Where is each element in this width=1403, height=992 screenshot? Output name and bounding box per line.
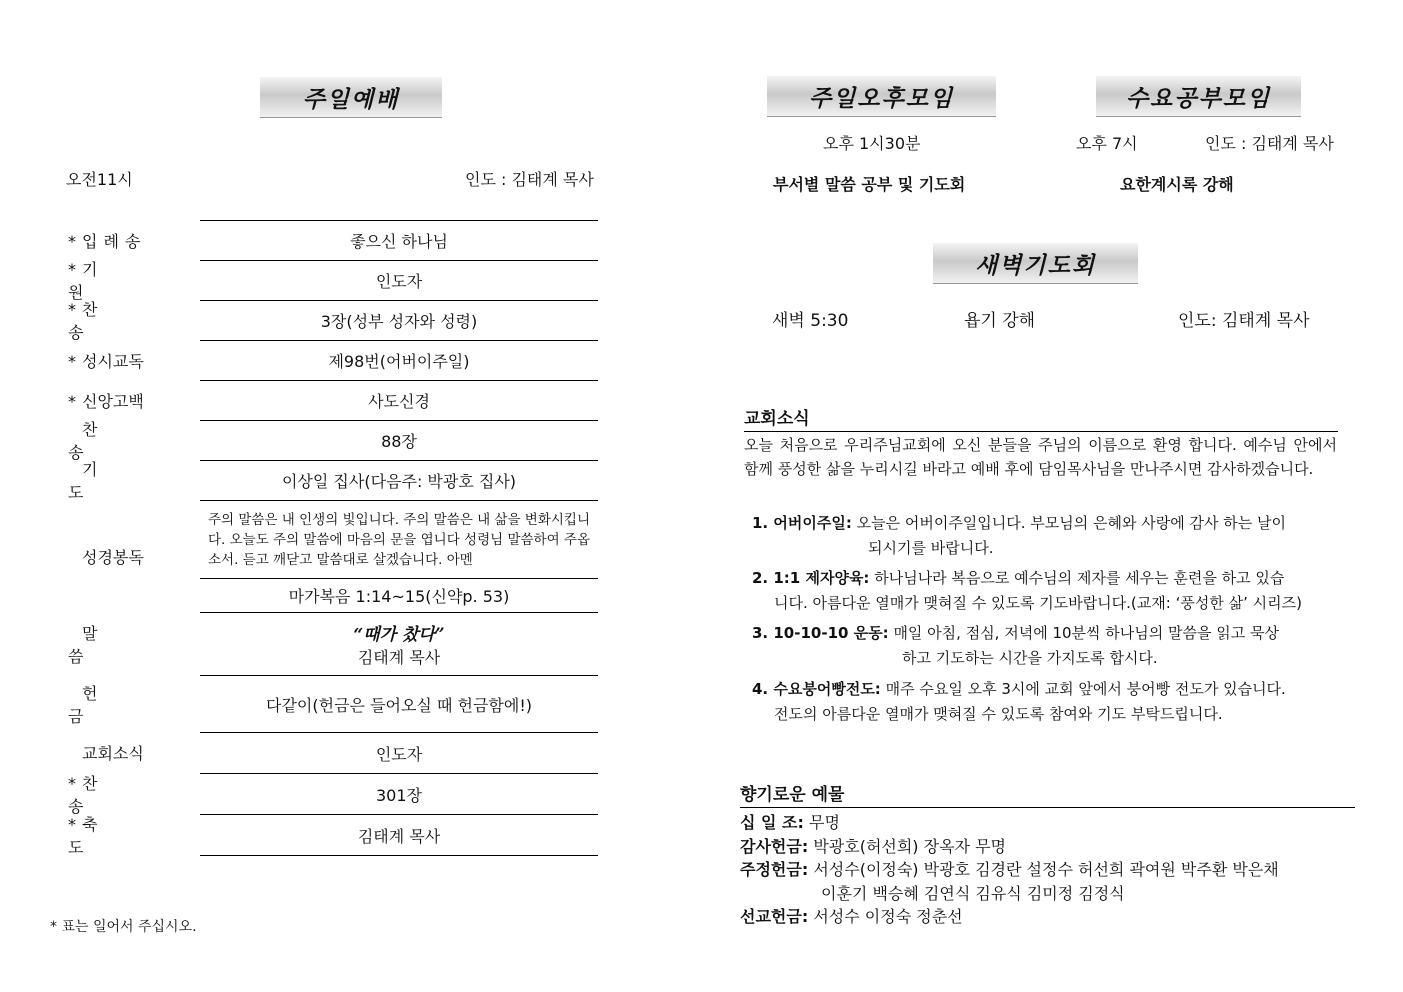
- service-label: 성시교독: [82, 351, 144, 371]
- service-value: 인도자: [200, 260, 598, 300]
- banner-wednesday-study: 수요공부모임: [1096, 76, 1301, 117]
- news-item: 2. 1:1 제자양육: 하나님나라 복음으로 예수님의 제자를 세우는 훈련을 하고 있습 니다. 아름다운 열매가 맺혀질 수 있도록 기도바랍니다.(교재: ‘풍성한 삶’ 시리즈): [752, 569, 1302, 612]
- dawn-desc: 욥기 강해: [964, 311, 1036, 331]
- service-label: 교회소식: [82, 744, 144, 763]
- service-label: 기 원: [68, 260, 126, 302]
- wednesday-time: 오후 7시: [1076, 134, 1138, 153]
- stand-marker: *: [68, 351, 76, 371]
- news-item: 1. 어버이주일: 오늘은 어버이주일입니다. 부모님의 은혜와 사랑에 감사 하는 날이 되시기를 바랍니다.: [752, 514, 1286, 557]
- service-row: [60, 814, 600, 856]
- order-of-service: [60, 220, 600, 856]
- stand-marker: *: [68, 300, 76, 319]
- service-label: 말 씀: [68, 623, 126, 666]
- offering-list: [740, 811, 1279, 929]
- footnote: * 표는 일어서 주십시오.: [50, 919, 197, 935]
- service-row: [60, 380, 600, 420]
- service-label: 입례송: [82, 231, 147, 251]
- banner-dawn-prayer: 새벽기도회: [933, 243, 1138, 284]
- news-item-title: 3. 10-10-10 운동:: [752, 624, 889, 642]
- sermon-title: “때가 찼다”: [353, 625, 445, 645]
- stand-marker: *: [68, 391, 76, 411]
- news-item-title: 1. 어버이주일:: [752, 514, 852, 532]
- worship-leader: 인도 : 김태계 목사: [465, 170, 594, 189]
- service-value: 다같이(헌금은 들어오실 때 헌금함에!): [200, 675, 598, 732]
- wednesday-leader: 인도 : 김태계 목사: [1205, 134, 1334, 153]
- service-value: 88장: [200, 420, 598, 460]
- offering-row: 선교헌금: 서성수 이정숙 정춘선: [740, 907, 963, 926]
- service-label: 찬 송: [68, 773, 126, 816]
- service-value: 제98번(어버이주일): [200, 340, 598, 380]
- service-value: 좋으신 하나님: [200, 220, 598, 260]
- service-row: [60, 300, 600, 340]
- service-label: 찬 송: [68, 300, 126, 342]
- service-label: 찬 송: [68, 420, 126, 462]
- stand-marker: *: [68, 815, 76, 834]
- service-label: 축 도: [68, 815, 126, 857]
- news-item-title: 4. 수요붕어빵전도:: [752, 680, 881, 698]
- stand-marker: *: [68, 773, 76, 793]
- news-item: 4. 수요붕어빵전도: 매주 수요일 오후 3시에 교회 앞에서 붕어빵 전도가 있습니다. 전도의 아름다운 열매가 맺혀질 수 있도록 참여와 기도 부탁드립니다.: [752, 680, 1286, 723]
- sermon-preacher: 김태계 목사: [357, 648, 441, 667]
- service-row: [60, 220, 600, 260]
- banner-sunday-afternoon: 주일오후모임: [767, 76, 996, 117]
- banner-sunday-worship: 주일예배: [260, 77, 442, 118]
- bible-passage: 마가복음 1:14~15(신약p. 53): [200, 578, 598, 612]
- news-item-title: 2. 1:1 제자양육:: [752, 569, 870, 587]
- service-row: [60, 260, 600, 300]
- service-value: 인도자: [200, 732, 598, 773]
- service-value: 김태계 목사: [200, 814, 598, 856]
- service-label: 신앙고백: [82, 391, 144, 411]
- dawn-time: 새벽 5:30: [772, 311, 849, 331]
- offering-row: 주정헌금: 서성수(이정숙) 박광호 김경란 설정수 허선희 곽여원 박주환 박은채: [740, 860, 1279, 879]
- dawn-leader: 인도: 김태계 목사: [1178, 311, 1310, 331]
- offering-row: 감사헌금: 박광호(허선희) 장옥자 무명: [740, 836, 1007, 856]
- offering-row-cont: 이훈기 백승혜 김연식 김유식 김미정 김정식: [821, 883, 1125, 903]
- afternoon-time: 오후 1시30분: [823, 134, 921, 153]
- service-label: 기 도: [68, 460, 126, 502]
- news-heading: 교회소식: [744, 404, 1338, 432]
- service-value: 3장(성부 성자와 성령): [200, 300, 598, 340]
- service-row: [60, 340, 600, 380]
- afternoon-desc: 부서별 말씀 공부 및 기도회: [773, 175, 966, 194]
- service-row: [60, 460, 600, 500]
- bible-prayer: 주의 말씀은 내 인생의 빛입니다. 주의 말씀은 내 삶을 변화시킵니다. 오늘도 주의 말씀에 마음의 문을 엽니다 성령님 말씀하여 주옵소서. 듣고 깨닫고 말씀대로 살겠습니다. 아멘: [208, 511, 590, 568]
- news-item: 3. 10-10-10 운동: 매일 아침, 점심, 저녁에 10분씩 하나님의 말씀을 읽고 묵상 하고 기도하는 시간을 가지도록 합시다.: [752, 624, 1279, 667]
- service-row: [60, 675, 600, 732]
- offering-row: 십 일 조: 무명: [740, 813, 840, 832]
- service-row: [60, 773, 600, 814]
- service-row: [60, 732, 600, 773]
- service-label: 헌 금: [68, 683, 126, 726]
- service-label: 성경봉독: [82, 547, 144, 567]
- news-intro: 오늘 처음으로 우리주님교회에 오신 분들을 주님의 이름으로 환영 합니다. 예수님 안에서 함께 풍성한 삶을 누리시길 바라고 예배 후에 담임목사님을 만나주시면 감사하겠습니다.: [744, 436, 1337, 478]
- service-value: 이상일 집사(다음주: 박광호 집사): [200, 460, 598, 500]
- service-row: [60, 420, 600, 460]
- service-value: 301장: [200, 773, 598, 814]
- offering-heading: 향기로운 예물: [740, 780, 1355, 808]
- worship-time: 오전11시: [66, 170, 133, 189]
- service-row-bible-reading: [60, 500, 600, 612]
- service-row-sermon: [60, 612, 600, 675]
- stand-marker: *: [68, 231, 76, 251]
- stand-marker: *: [68, 260, 76, 279]
- wednesday-desc: 요한계시록 강해: [1120, 175, 1234, 194]
- service-value: 사도신경: [200, 380, 598, 420]
